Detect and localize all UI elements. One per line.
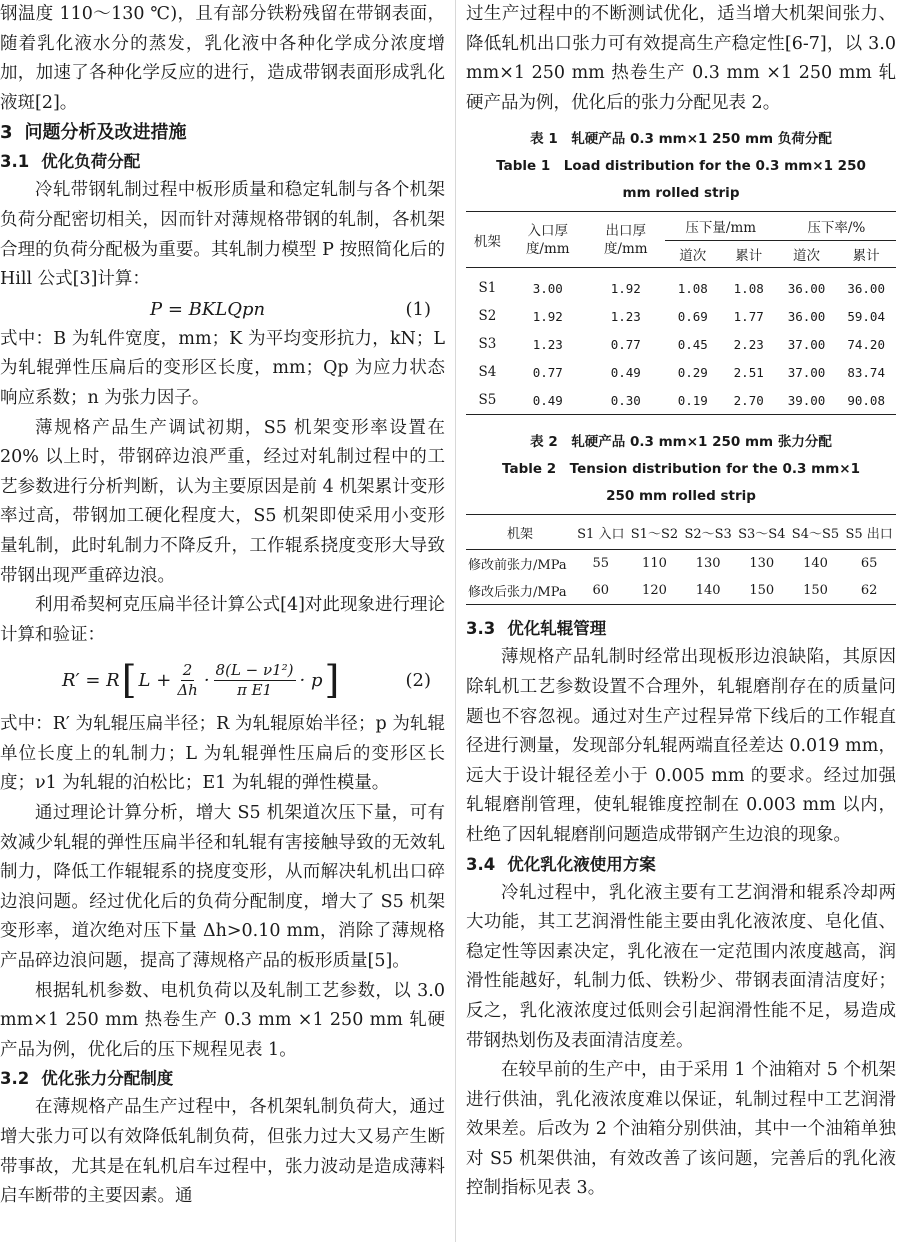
section-number: 3.4	[466, 854, 496, 874]
table-row	[466, 577, 896, 605]
section-3-3-heading	[466, 615, 896, 643]
section-3-heading	[0, 118, 445, 148]
fraction	[175, 661, 200, 700]
table-cell: 3.00	[532, 280, 563, 296]
table-cell: 2.70	[733, 392, 764, 408]
paragraph: 在较早前的生产中，由于采用 1 个油箱对 5 个机架进行供油，乳化液浓度难以保证，轧制过程中工艺润滑效果差。后改为 2 个油箱分别供油，其中一个油箱单独对 S5 机架供油，有效改善了该问题，完善后的乳化液控制指标见表 3。	[466, 1060, 896, 1199]
table-cell: 59.04	[847, 308, 885, 324]
table-cell: 36.00	[847, 280, 885, 296]
paragraph: 根据轧机参数、电机负荷以及轧制工艺参数，以 3.0 mm×1 250 mm 热卷生产 0.3 mm ×1 250 mm 轧硬产品为例，优化后的压下规程见表 1。	[0, 980, 445, 1060]
column-group-header: 压下率/%	[777, 212, 896, 241]
table-2-caption-en: Table 2 Tension distribution for the 0.3 mm×1 250 mm rolled strip	[502, 461, 860, 505]
column-group-header: 压下量/mm	[665, 212, 777, 241]
section-number: 3.3	[466, 619, 496, 639]
right-bracket: ]	[324, 658, 340, 703]
column-header: S1～S2	[628, 515, 682, 550]
table-row	[466, 358, 896, 386]
table-cell: 36.00	[787, 308, 826, 324]
table-cell: 0.49	[610, 364, 641, 380]
table-2-caption-cn: 表 2 轧硬产品 0.3 mm×1 250 mm 张力分配	[530, 434, 832, 451]
table-cell: 2.23	[733, 336, 764, 352]
table-cell: 130	[695, 556, 721, 572]
equation-number: (1)	[405, 299, 431, 321]
equation-term: L +	[138, 669, 172, 691]
table-cell: 0.49	[532, 392, 563, 408]
fraction-numerator: 8(L − ν1²)	[215, 660, 294, 679]
column-header: S3～S4	[735, 515, 789, 550]
left-bracket: [	[121, 658, 137, 703]
table-cell: 1.23	[610, 308, 641, 324]
table-row	[466, 550, 896, 578]
table-cell: 150	[803, 583, 828, 599]
table-row	[466, 386, 896, 415]
section-number: 3.1	[0, 152, 30, 172]
table-cell: 0.69	[677, 308, 708, 324]
table-row	[466, 268, 896, 303]
table-cell: 140	[803, 556, 828, 572]
section-3-1-heading	[0, 148, 445, 176]
column-header: 出口厚度/mm	[587, 212, 665, 268]
paragraph: 通过理论计算分析，增大 S5 机架道次压下量，可有效减少轧辊的弹性压扁半径和轧辊有害接触导致的无效轧制力，降低工作辊辊系的挠度变形，从而解决轧机出口碎边浪问题。经过优化后的负荷分配制度，增大了 S5 机架变形率，道次绝对压下量 Δh>0.10 mm，消除了薄规格产品碎边浪问题，提高了薄规格产品的板形质量[5]。	[0, 803, 445, 972]
column-header: S2～S3	[681, 515, 735, 550]
column-header: 累计	[721, 241, 777, 268]
column-header: 道次	[777, 241, 837, 268]
table-cell: 1.77	[733, 308, 764, 324]
table-cell: 0.77	[532, 364, 563, 380]
table-cell: 90.08	[847, 392, 885, 408]
dot-operator: ·	[203, 669, 210, 691]
table-cell: 83.74	[847, 364, 885, 380]
table-cell: 120	[642, 583, 667, 599]
table-cell: S2	[478, 308, 497, 325]
equation-number: (2)	[405, 669, 431, 691]
section-number: 3.2	[0, 1069, 30, 1089]
paragraph: 式中：R′ 为轧辊压扁半径；R 为轧辊原始半径；p 为轧辊单位长度上的轧制力；L 为轧辊弹性压扁后的变形区长度；ν1 为轧辊的泊松比；E1 为轧辊的弹性模量。	[0, 714, 445, 794]
equation-lhs: R′ = R	[62, 669, 120, 691]
table-cell: 37.00	[787, 364, 826, 380]
table-row	[466, 302, 896, 330]
table-cell: 140	[695, 583, 721, 599]
column-header: S4～S5	[789, 515, 843, 550]
paragraph: 薄规格产品轧制时经常出现板形边浪缺陷，其原因除轧机工艺参数设置不合理外，轧辊磨削存在的质量问题也不容忽视。通过对生产过程异常下线后的工作辊直径进行测量，发现部分轧辊两端直径差达 0.019 mm，远大于设计辊径差小于 0.005 mm 的要求。经过加强轧辊磨削管理，使轧辊锥度控制在 0.003 mm 以内，杜绝了因轧辊磨削问题造成带钢产生边浪的现象。	[466, 647, 896, 845]
left-column	[0, 0, 445, 1212]
paragraph: 式中：B 为轧件宽度，mm；K 为平均变形抗力，kN；L 为轧辊弹性压扁后的变形区长度，mm；Qp 为应力状态响应系数；n 为张力因子。	[0, 328, 445, 408]
table-cell: S4	[478, 364, 497, 381]
table-cell: 130	[749, 556, 775, 572]
table-cell: 修改前张力/MPa	[468, 558, 567, 574]
equation-2	[0, 650, 445, 710]
table-cell: 1.08	[733, 280, 764, 296]
right-column	[466, 0, 896, 1204]
table-cell: 60	[592, 583, 610, 599]
table-cell: S1	[478, 280, 497, 297]
paragraph: 薄规格产品生产调试初期，S5 机架变形率设置在 20% 以上时，带钢碎边浪严重，经过对轧制过程中的工艺参数进行分析判断，认为主要原因是前 4 机架累计变形率过高，带钢加工硬化程度大，S5 机架即使采用小变形量轧制，此时轧制力不降反升，工作辊系挠度变形大导致带钢出现严重碎边浪。	[0, 417, 445, 586]
equation-body	[62, 658, 341, 703]
intro-paragraph: 钢温度 110～130 ℃)，且有部分铁粉残留在带钢表面，随着乳化液水分的蒸发，乳化液中各种化学成分浓度增加，加速了各种化学反应的进行，造成带钢表面形成乳化液斑[2]。	[0, 4, 445, 113]
column-divider	[455, 0, 456, 1242]
section-title: 优化轧辊管理	[507, 619, 607, 639]
column-header: 累计	[836, 241, 896, 268]
table-row	[466, 330, 896, 358]
column-header: 道次	[665, 241, 721, 268]
fraction-denominator: π E1	[236, 680, 273, 699]
section-title: 优化负荷分配	[41, 152, 141, 172]
table-2	[466, 514, 896, 605]
section-3-2-heading	[0, 1065, 445, 1093]
table-1	[466, 211, 896, 415]
column-header: S1 入口	[574, 515, 628, 550]
table-cell: 1.08	[677, 280, 708, 296]
table-cell: 55	[592, 556, 610, 572]
table-cell: 1.92	[610, 280, 641, 296]
table-cell: S5	[478, 392, 497, 409]
section-title: 优化乳化液使用方案	[507, 854, 656, 874]
paragraph: 冷轧带钢轧制过程中板形质量和稳定轧制与各个机架负荷分配密切相关，因而针对薄规格带钢的轧制，各机架合理的负荷分配极为重要。其轧制力模型 P 按照简化后的 Hill 公式[3]计算：	[0, 180, 445, 290]
section-number: 3	[0, 122, 13, 144]
section-title: 优化张力分配制度	[41, 1069, 174, 1089]
paragraph: 冷轧过程中，乳化液主要有工艺润滑和辊系冷却两大功能，其工艺润滑性能主要由乳化液浓度、皂化值、稳定性等因素决定，乳化液在一定范围内浓度越高，润滑性能越好，轧制力低、铁粉少、带钢表面清洁度好；反之，乳化液浓度过低则会引起润滑性能不足，易造成带钢热划伤及表面清洁度差。	[466, 882, 896, 1051]
table-cell: S3	[478, 336, 497, 353]
table-1-caption-en: Table 1 Load distribution for the 0.3 mm×1 250 mm rolled strip	[496, 158, 866, 202]
table-cell: 0.77	[610, 336, 641, 352]
column-header: S5 出口	[842, 515, 896, 550]
table-cell: 36.00	[787, 280, 826, 296]
table-cell: 0.45	[677, 336, 708, 352]
column-header: 机架	[466, 212, 509, 268]
fraction	[214, 661, 296, 700]
column-header: 机架	[466, 515, 574, 550]
column-header: 入口厚度/mm	[509, 212, 587, 268]
equation-term: · p	[299, 669, 323, 691]
table-cell: 62	[860, 583, 878, 599]
paragraph: 在薄规格产品生产过程中，各机架轧制负荷大，通过增大张力可以有效降低轧制负荷，但张力过大又易产生断带事故，尤其是在轧机启车过程中，张力波动是造成薄料启车断带的主要因素。通	[0, 1097, 445, 1207]
table-cell: 1.23	[532, 336, 563, 352]
section-3-4-heading	[466, 851, 896, 879]
table-cell: 110	[642, 556, 667, 572]
paragraph: 利用希契柯克压扁半径计算公式[4]对此现象进行理论计算和验证：	[0, 595, 445, 645]
table-cell: 0.19	[677, 392, 708, 408]
table-cell: 修改后张力/MPa	[468, 585, 567, 601]
table-cell: 0.30	[610, 392, 641, 408]
table-cell: 37.00	[787, 336, 826, 352]
table-cell: 74.20	[847, 336, 885, 352]
fraction-denominator: Δh	[177, 680, 198, 699]
table-cell: 39.00	[787, 392, 826, 408]
paragraph: 过生产过程中的不断测试优化，适当增大机架间张力、降低轧机出口张力可有效提高生产稳定性[6-7]，以 3.0 mm×1 250 mm 热卷生产 0.3 mm ×1 250 mm 轧硬产品为例，优化后的张力分配见表 2。	[466, 4, 896, 113]
equation-body: P = BKLQpn	[150, 299, 266, 321]
fraction-numerator: 2	[182, 660, 193, 679]
section-title: 问题分析及改进措施	[24, 122, 187, 144]
equation-1	[0, 295, 445, 325]
table-cell: 1.92	[532, 308, 563, 324]
table-cell: 0.29	[677, 364, 708, 380]
table-1-caption-cn: 表 1 轧硬产品 0.3 mm×1 250 mm 负荷分配	[530, 131, 832, 148]
table-cell: 65	[860, 556, 878, 572]
table-cell: 2.51	[733, 364, 764, 380]
table-cell: 150	[749, 583, 775, 599]
